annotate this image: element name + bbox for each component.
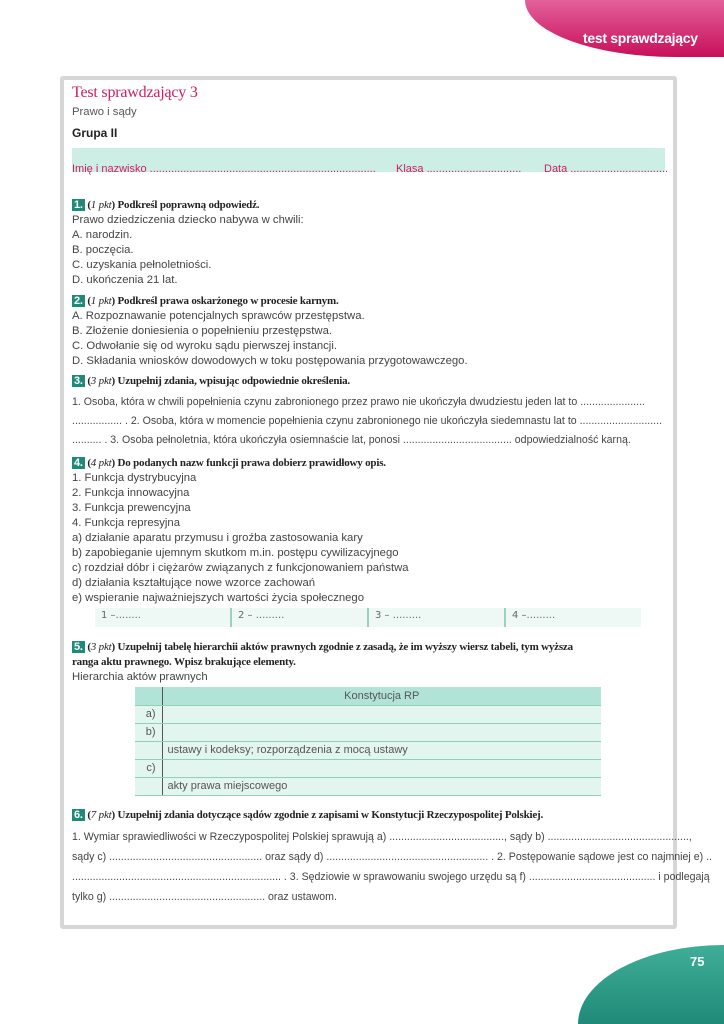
question-number: 2.	[74, 295, 83, 307]
table-row	[135, 687, 601, 705]
row-input[interactable]	[162, 759, 601, 777]
function-item: 4. Funkcja represyjna	[72, 517, 180, 529]
row-value: akty prawa miejscowego	[162, 777, 601, 795]
fill-in-line[interactable]: ................. . 2. Osoba, która w momencie popełnienia czynu zabronionego nie ukończyła siedemnastu lat to ............................	[72, 415, 663, 427]
table-row	[135, 705, 601, 723]
instruction-continued: ranga aktu prawnego. Wpisz brakujące elementy.	[72, 656, 296, 668]
option[interactable]: C. Odwołanie się od wyroku sądu pierwszej instancji.	[72, 340, 337, 352]
test-title: Test sprawdzający 3	[72, 84, 198, 101]
function-item: 1. Funkcja dystrybucyjna	[72, 472, 197, 484]
table-row	[135, 777, 601, 795]
function-item: 3. Funkcja prewencyjna	[72, 502, 191, 514]
option[interactable]: D. ukończenia 21 lat.	[72, 274, 178, 286]
question-5: 5. (3 pkt) Uzupełnij tabelę hierarchii aktów prawnych zgodnie z zasadą, że im wyższy wiersz tabeli, tym wyższa ranga aktu prawnego. Wpisz brakujące elementy. Hierarchia aktów prawnych	[72, 640, 672, 685]
answer-field-3[interactable]: 3 – .........	[367, 608, 504, 627]
question-1: 1. (1 pkt) Podkreśl poprawną odpowiedź. Prawo dziedziczenia dziecko nabywa w chwili: A. narodzin. B. poczęcia. C. uzyskania pełnoletniości. D. ukończenia 21 lat.	[72, 198, 672, 288]
row-input[interactable]	[162, 723, 601, 741]
points: 3 pkt	[90, 641, 112, 653]
fill-in-line[interactable]: sądy c) .................................................... oraz sądy d) ....................................................... . 2. Postępowanie sądowe jest co najmniej e) ..	[72, 851, 712, 863]
table-row	[135, 759, 601, 777]
row-key: b)	[135, 723, 162, 741]
question-3: 3. (3 pkt) Uzupełnij zdania, wpisując odpowiednie określenia. 1. Osoba, która w chwili popełnienia czynu zabronionego przez prawo nie ukończyła dwudziestu jeden lat to ...................... ................. . 2. Osoba, która w momencie popełnienia czynu zabronionego nie ukończyła siedemnastu lat to ............................ .......... . 3. Osoba pełnoletnia, która ukończyła osiemnaście lat, ponosi ..................................... odpowiedzialność karną.	[72, 374, 672, 450]
description-item: d) działania kształtujące nowe wzorce zachowań	[72, 577, 316, 589]
question-stem: Prawo dziedziczenia dziecko nabywa w chwili:	[72, 214, 304, 226]
class-field[interactable]: Klasa ...............................	[396, 163, 522, 175]
fill-in-line[interactable]: 1. Osoba, która w chwili popełnienia czynu zabronionego przez prawo nie ukończyła dwudziestu jeden lat to ......................	[72, 396, 645, 408]
table-caption: Hierarchia aktów prawnych	[72, 671, 208, 683]
hierarchy-table	[135, 687, 601, 796]
question-number: 5.	[74, 641, 83, 653]
fill-in-line[interactable]: tylko g) ..................................................... oraz ustawom.	[72, 891, 337, 903]
row-key	[135, 687, 162, 705]
student-info-band	[72, 148, 669, 175]
question-number: 1.	[74, 199, 83, 211]
option[interactable]: C. uzyskania pełnoletniości.	[72, 259, 212, 271]
description-item: e) wspieranie najważniejszych wartości życia społecznego	[72, 592, 364, 604]
banner-label: test sprawdzający	[583, 30, 698, 46]
description-item: b) zapobieganie ujemnym skutkom m.in. postępu cywilizacyjnego	[72, 547, 399, 559]
question-6: 6. (7 pkt) Uzupełnij zdania dotyczące sądów zgodnie z zapisami w Konstytucji Rzeczypospolitej Polskiej. 1. Wymiar sprawiedliwości w Rzeczypospolitej Polskiej sprawują a) ......................................., sądy b) ................................................, sądy c) .................................................... oraz sądy d) ....................................................... . 2. Postępowanie sądowe jest co najmniej e) .. ....................................................................... . 3. Sędziowie w sprawowaniu swojego urzędu są f) ........................................... i podlegają tylko g) ..................................................... oraz ustawom.	[72, 808, 672, 907]
test-subtitle: Prawo i sądy	[72, 106, 137, 118]
date-field[interactable]: Data ................................	[544, 163, 669, 175]
question-number: 4.	[74, 457, 83, 469]
points: 1 pkt	[90, 295, 112, 307]
instruction: Uzupełnij zdania dotyczące sądów zgodnie z zapisami w Konstytucji Rzeczypospolitej Polskiej.	[117, 809, 544, 821]
answer-field-4[interactable]: 4 –.........	[504, 608, 641, 627]
question-number: 3.	[74, 375, 83, 387]
table-row	[135, 723, 601, 741]
option[interactable]: B. Złożenie doniesienia o popełnieniu przestępstwa.	[72, 325, 332, 337]
question-4: 4. (4 pkt) Do podanych nazw funkcji prawa dobierz prawidłowy opis. 1. Funkcja dystrybucyjna 2. Funkcja innowacyjna 3. Funkcja prewencyjna 4. Funkcja represyjna a) działanie aparatu przymusu i groźba zastosowania kary b) zapobieganie ujemnym skutkom m.in. postępu cywilizacyjnego c) rozdział dóbr i ciężarów związanych z funkcjonowaniem państwa d) działania kształtujące nowe wzorce zachowań e) wspieranie najważniejszych wartości życia społecznego	[72, 456, 672, 606]
row-key: c)	[135, 759, 162, 777]
fill-in-line[interactable]: .......... . 3. Osoba pełnoletnia, która ukończyła osiemnaście lat, ponosi ..................................... odpowiedzialność karną.	[72, 434, 631, 446]
points: 1 pkt	[90, 199, 112, 211]
row-value: Konstytucja RP	[162, 687, 601, 705]
table-row	[135, 741, 601, 759]
group-label: Grupa II	[72, 126, 118, 140]
answer-field-2[interactable]: 2 – .........	[230, 608, 367, 627]
question-2: 2. (1 pkt) Podkreśl prawa oskarżonego w procesie karnym. A. Rozpoznawanie potencjalnych sprawców przestępstwa. B. Złożenie doniesienia o popełnieniu przestępstwa. C. Odwołanie się od wyroku sądu pierwszej instancji. D. Składania wniosków dowodowych w toku postępowania przygotowawczego.	[72, 294, 672, 369]
points: 4 pkt	[90, 457, 112, 469]
option[interactable]: A. narodzin.	[72, 229, 133, 241]
option[interactable]: D. Składania wniosków dowodowych w toku postępowania przygotowawczego.	[72, 355, 468, 367]
points: 7 pkt	[90, 809, 112, 821]
fill-in-line[interactable]: 1. Wymiar sprawiedliwości w Rzeczypospolitej Polskiej sprawują a) ......................................., sądy b) ................................................,	[72, 831, 692, 843]
question-number: 6.	[74, 809, 83, 821]
name-field[interactable]: Imię i nazwisko ..........................................................................	[72, 163, 376, 175]
description-item: a) działanie aparatu przymusu i groźba zastosowania kary	[72, 532, 363, 544]
row-input[interactable]	[162, 705, 601, 723]
section-banner	[525, 0, 724, 57]
function-item: 2. Funkcja innowacyjna	[72, 487, 190, 499]
option[interactable]: B. poczęcia.	[72, 244, 134, 256]
instruction: Podkreśl poprawną odpowiedź.	[117, 199, 260, 211]
row-key: a)	[135, 705, 162, 723]
instruction: Podkreśl prawa oskarżonego w procesie karnym.	[117, 295, 339, 307]
row-key	[135, 777, 162, 795]
option[interactable]: A. Rozpoznawanie potencjalnych sprawców przestępstwa.	[72, 310, 365, 322]
instruction: Uzupełnij tabelę hierarchii aktów prawnych zgodnie z zasadą, że im wyższy wiersz tabeli, tym wyższa	[117, 641, 573, 653]
answer-row	[95, 608, 641, 627]
points: 3 pkt	[90, 375, 112, 387]
answer-field-1[interactable]: 1 –........	[101, 610, 141, 621]
row-key	[135, 741, 162, 759]
instruction: Uzupełnij zdania, wpisując odpowiednie określenia.	[117, 375, 350, 387]
instruction: Do podanych nazw funkcji prawa dobierz prawidłowy opis.	[117, 457, 386, 469]
row-value: ustawy i kodeksy; rozporządzenia z mocą ustawy	[162, 741, 601, 759]
page-number: 75	[690, 954, 705, 969]
description-item: c) rozdział dóbr i ciężarów związanych z funkcjonowaniem państwa	[72, 562, 409, 574]
fill-in-line[interactable]: ....................................................................... . 3. Sędziowie w sprawowaniu swojego urzędu są f) ........................................... i podlegają	[72, 871, 710, 883]
